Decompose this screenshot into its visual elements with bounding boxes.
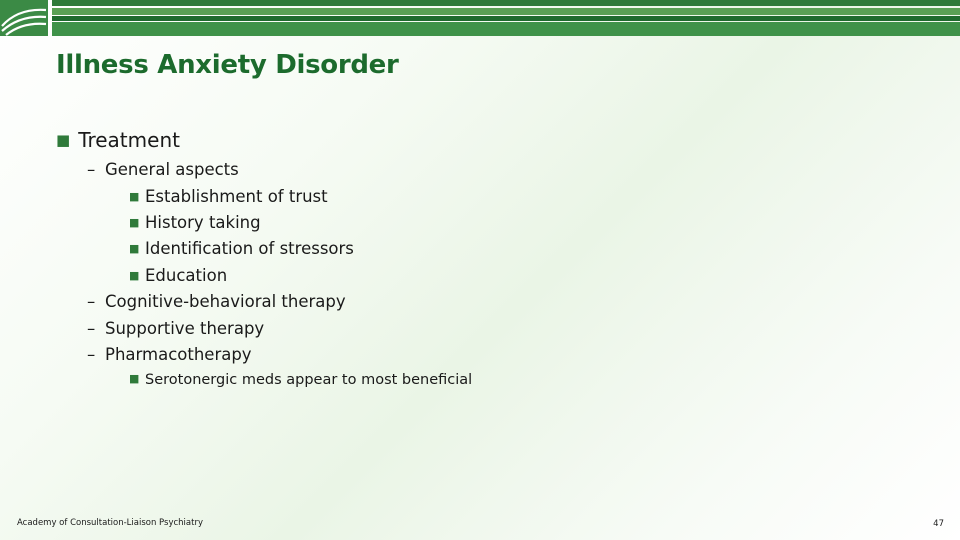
sub-bullet-supportive: – Supportive therapy	[87, 319, 265, 338]
list-item: ■ Education	[129, 266, 228, 285]
list-item: ■ Identification of stressors	[129, 239, 354, 258]
logo	[0, 0, 48, 36]
list-item: ■ Establishment of trust	[129, 187, 328, 206]
square-bullet-icon: ■	[56, 131, 71, 149]
header-bar-thin	[52, 8, 960, 15]
page-number: 47	[933, 519, 944, 529]
square-bullet-icon: ■	[129, 242, 140, 255]
footer-organization: Academy of Consultation-Liaison Psychiatry	[17, 518, 203, 528]
slide-title: Illness Anxiety Disorder	[56, 50, 399, 80]
bullet-treatment	[56, 128, 180, 152]
logo-arcs-icon	[0, 0, 48, 36]
square-bullet-icon: ■	[129, 372, 140, 385]
square-bullet-icon: ■	[129, 269, 140, 282]
header-bar-main	[52, 22, 960, 36]
bullet-label: Treatment	[78, 128, 180, 152]
list-item: ■ History taking	[129, 213, 261, 232]
square-bullet-icon: ■	[129, 190, 140, 203]
sub-bullet-cbt: – Cognitive-behavioral therapy	[87, 292, 346, 311]
square-bullet-icon: ■	[129, 216, 140, 229]
sub-bullet-general: – General aspects	[87, 160, 239, 179]
dash-bullet-icon: –	[87, 292, 96, 311]
sub-bullet-pharma: – Pharmacotherapy	[87, 345, 252, 364]
dash-bullet-icon: –	[87, 319, 96, 338]
list-item-pharma-note: ■ Serotonergic meds appear to most beneficial	[129, 372, 473, 388]
dash-bullet-icon: –	[87, 160, 96, 179]
dash-bullet-icon: –	[87, 345, 96, 364]
header-bar-top	[52, 0, 960, 6]
header-bar-dark	[52, 16, 960, 21]
